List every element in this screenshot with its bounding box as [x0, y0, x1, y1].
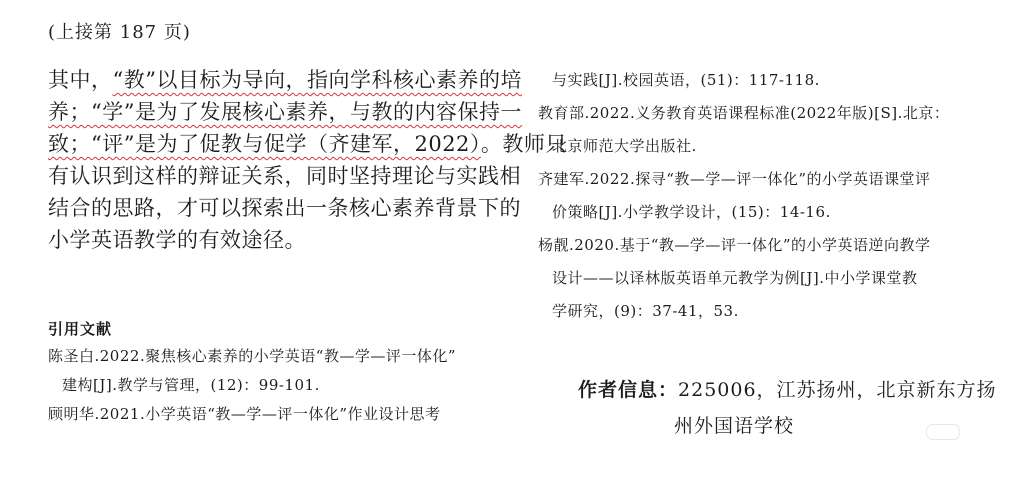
body-line	[48, 64, 522, 96]
references-right-column	[538, 64, 998, 328]
body-text-segment: 有认识到这样的辩证关系，同时坚持理论与实践相	[48, 164, 521, 188]
references-heading: 引用文献	[48, 320, 113, 338]
author-address: 225006，江苏扬州，北京新东方扬	[678, 379, 997, 401]
spellcheck-underlined-text: 养；“学”是为了发展核心素养，与教的内容保持一	[48, 100, 522, 124]
author-info-label: 作者信息：	[578, 379, 679, 401]
reference-entry: 陈圣白.2022.聚焦核心素养的小学英语“教—学—评一体化”	[48, 347, 457, 365]
spellcheck-underlined-text: 致；“评”是为了促教与促学（齐建军，2022）	[48, 132, 481, 156]
spellcheck-underlined-text: “教”以目标为导向，指向学科核心素养的培	[112, 68, 522, 92]
body-line	[48, 128, 567, 160]
reference-entry: 杨靓.2020.基于“教—学—评一体化”的小学英语逆向教学	[538, 236, 931, 254]
continued-from-note: (上接第 187 页)	[48, 22, 191, 43]
watermark-logo	[926, 424, 960, 440]
body-text-segment: 。教师只	[480, 132, 567, 156]
body-text-segment: 结合的思路，才可以探索出一条核心素养背景下的	[48, 196, 521, 220]
reference-continuation-line: 建构[J].教学与管理，(12)：99-101.	[62, 376, 320, 394]
reference-continuation-line: 北京师范大学出版社.	[552, 137, 697, 155]
body-line	[48, 160, 521, 192]
body-line	[48, 224, 518, 256]
body-paragraph	[48, 64, 567, 256]
reference-continuation-line: 设计——以译林版英语单元教学为例[J].中小学课堂教	[552, 269, 918, 287]
author-info-line-1	[578, 372, 997, 408]
reference-entry: 齐建军.2022.探寻“教—学—评一体化”的小学英语课堂评	[538, 170, 931, 188]
references-left-column	[48, 342, 518, 429]
reference-entry: 顾明华.2021.小学英语“教—学—评一体化”作业设计思考	[48, 405, 441, 423]
reference-entry: 教育部.2022.义务教育英语课程标准(2022年版)[S].北京：	[538, 104, 950, 122]
reference-continuation-line: 与实践[J].校园英语，(51)：117-118.	[552, 71, 820, 89]
reference-continuation-line: 学研究，(9)：37-41，53.	[552, 302, 739, 320]
body-text-segment: 小学英语教学的有效途径。	[48, 228, 306, 252]
body-text-segment: 其中，	[48, 68, 113, 92]
body-line	[48, 96, 522, 128]
body-line	[48, 192, 521, 224]
author-info-line-2: 州外国语学校	[674, 415, 795, 437]
watermark	[878, 424, 998, 464]
reference-continuation-line: 价策略[J].小学教学设计，(15)：14-16.	[552, 203, 831, 221]
